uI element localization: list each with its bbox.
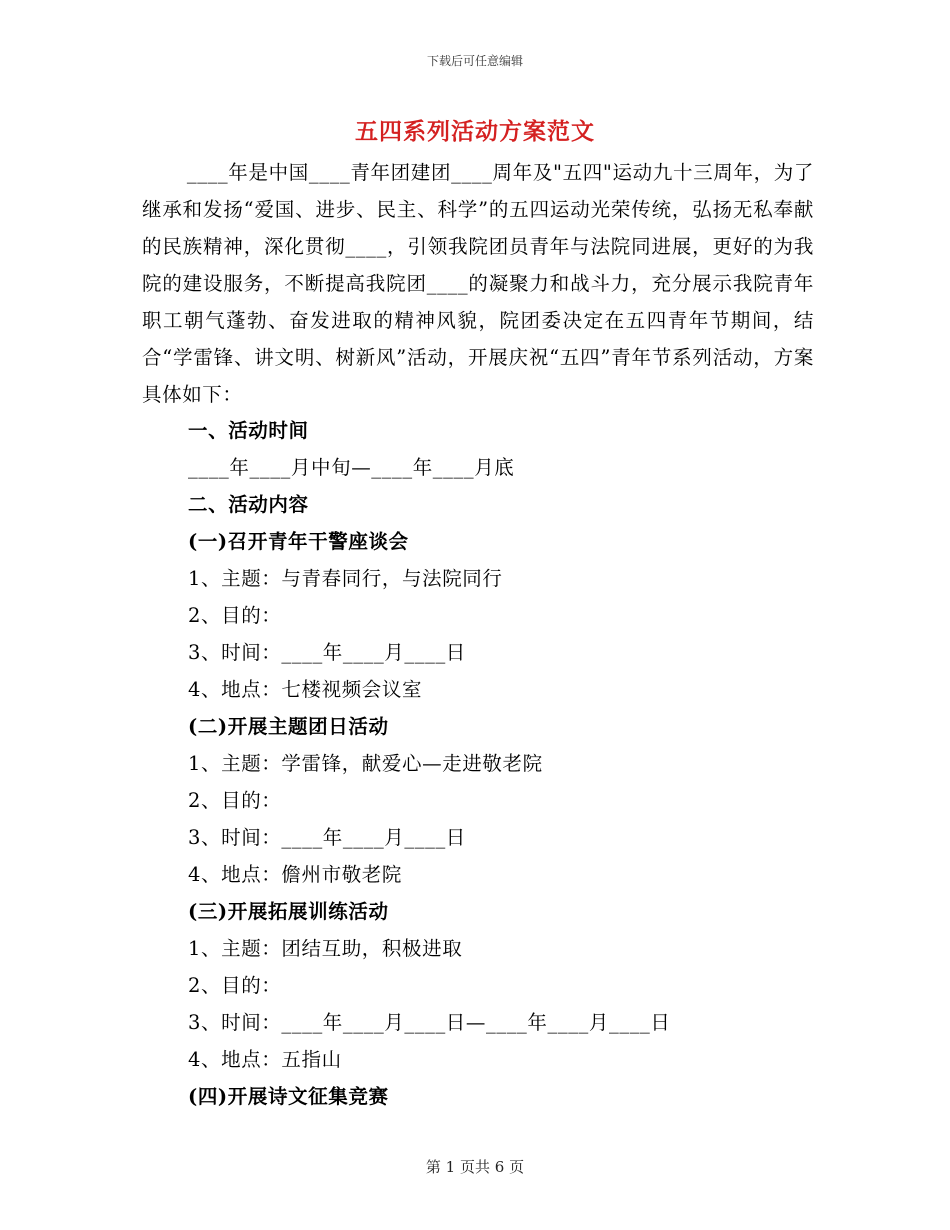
document-title: 五四系列活动方案范文	[355, 118, 595, 145]
list-item: 3、时间：____年____月____日—____年____月____日	[188, 1011, 671, 1034]
document-body	[188, 412, 828, 1115]
list-item: 1、主题：与青春同行，与法院同行	[188, 567, 503, 590]
subsection-heading-league-day: (二)开展主题团日活动	[188, 715, 389, 738]
list-item: 4、地点：五指山	[188, 1048, 342, 1071]
section-heading-content: 二、活动内容	[188, 493, 309, 516]
list-item: 1、主题：团结互助，积极进取	[188, 937, 463, 960]
list-item: 2、目的：	[188, 974, 282, 997]
list-item: 2、目的：	[188, 789, 282, 812]
list-item: 2、目的：	[188, 604, 282, 627]
subsection-heading-symposium: (一)召开青年干警座谈会	[188, 530, 409, 553]
intro-paragraph-block	[142, 154, 814, 413]
list-item: 3、时间：____年____月____日	[188, 641, 466, 664]
list-item: 4、地点：儋州市敬老院	[188, 863, 403, 886]
subsection-heading-poetry: (四)开展诗文征集竞赛	[188, 1085, 389, 1108]
activity-period: ____年____月中旬—____年____月底	[188, 456, 515, 479]
intro-paragraph: ____年是中国____青年团建团____周年及"五四"运动九十三周年，为了继承和发扬“爱国、进步、民主、科学”的五四运动光荣传统，弘扬无私奉献的民族精神，深化贯彻____，引领我院团员青年与法院同进展，更好的为我院的建设服务，不断提高我院团____的凝聚力和战斗力，充分展示我院青年职工朝气蓬勃、奋发进取的精神风貌，院团委决定在五四青年节期间，结合“学雷锋、讲文明、树新风”活动，开展庆祝“五四”青年节系列活动，方案具体如下：	[142, 161, 814, 406]
page-number-footer: 第 1 页共 6 页	[425, 1158, 525, 1176]
list-item: 1、主题：学雷锋，献爱心—走进敬老院	[188, 752, 543, 775]
subsection-heading-training: (三)开展拓展训练活动	[188, 900, 389, 923]
list-item: 3、时间：____年____月____日	[188, 826, 466, 849]
header-note: 下载后可任意编辑	[426, 54, 523, 68]
list-item: 4、地点：七楼视频会议室	[188, 678, 423, 701]
section-heading-time: 一、活动时间	[188, 419, 309, 442]
